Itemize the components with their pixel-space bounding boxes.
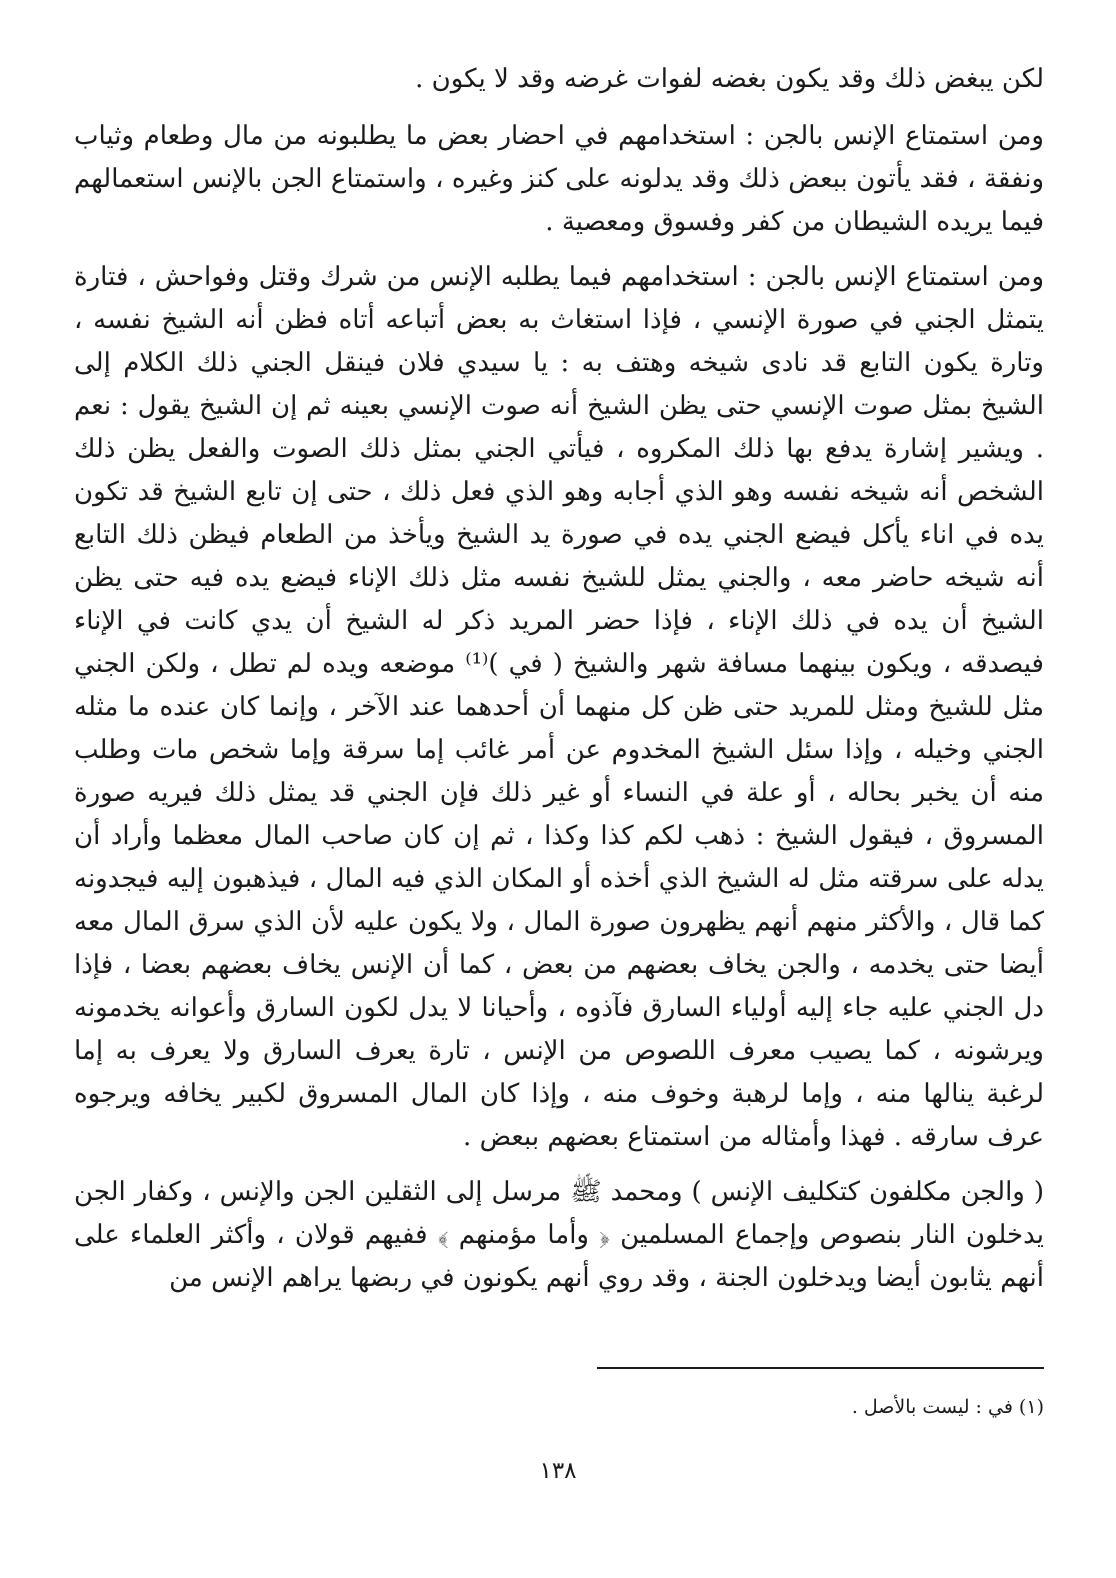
footnote: (١) في : ليست بالأصل .: [851, 1396, 1044, 1418]
paragraph-opening-line: لكن يبغض ذلك وقد يكون بغضه لفوات غرضه وقد لا يكون .: [415, 64, 1044, 94]
paragraph-human-use-of-jinn: ومن استمتاع الإنس بالجن : استخدامهم في احضار بعض ما يطلبونه من مال وطعام وثياب ونفقة ، فقد يأتون ببعض ذلك وقد يدلونه على كنز وغيره ، واستمتاع الجن بالإنس استعمالهم فيما يريده الشيطان من كفر وفسوق ومعصية .: [74, 121, 1044, 237]
paragraph-jinn-obligation: ( والجن مكلفون كتكليف الإنس ) ومحمد ﷺ مرسل إلى الثقلين الجن والإنس ، وكفار الجن يدخلون النار بنصوص وإجماع المسلمين ﴿ وأما مؤمنهم ﴾ ففيهم قولان ، وأكثر العلماء على أنهم يثابون أيضا ويدخلون الجنة ، وقد روي أنهم يكونون في ربضها يراهم الإنس من: [74, 1177, 1044, 1293]
page-number: ١٣٨: [539, 1458, 577, 1484]
paragraph-jinn-impersonation: ومن استمتاع الإنس بالجن : استخدامهم فيما يطلبه الإنس من شرك وقتل وفواحش ، فتارة يتمثل الجني في صورة الإنسي ، فإذا استغاث به بعض أتباعه أتاه فظن أنه الشيخ نفسه ، وتارة يكون التابع قد نادى شيخه وهتف به : يا سيدي فلان فينقل الجني ذلك الكلام إلى الشيخ بمثل صوت الإنسي حتى يظن الشيخ أنه صوت الإنسي بعينه ثم إن الشيخ يقول : نعم . ويشير إشارة يدفع بها ذلك المكروه ، فيأتي الجني بمثل ذلك الصوت والفعل يظن ذلك الشخص أنه شيخه نفسه وهو الذي أجابه وهو الذي فعل ذلك ، حتى إن تابع الشيخ قد تكون يده في اناء يأكل فيضع الجني يده في صورة يد الشيخ ويأخذ من الطعام فيظن ذلك التابع أنه شيخه حاضر معه ، والجني يمثل للشيخ نفسه مثل ذلك الإناء فيضع يده فيه حتى يظن الشيخ أن يده في ذلك الإناء ، فإذا حضر المريد ذكر له الشيخ أن يدي كانت في الإناء فيصدقه ، ويكون بينهما مسافة شهر والشيخ ( في )⁽¹⁾ موضعه ويده لم تطل ، ولكن الجني مثل للشيخ ومثل للمريد حتى ظن كل منهما أن أحدهما عند الآخر ، وإنما كان عنده ما مثله الجني وخيله ، وإذا سئل الشيخ المخدوم عن أمر غائب إما سرقة وإما شخص مات وطلب منه أن يخبر بحاله ، أو علة في النساء أو غير ذلك فإن الجني قد يمثل ذلك فيريه صورة المسروق ، فيقول الشيخ : ذهب لكم كذا وكذا ، ثم إن كان صاحب المال معظما وأراد أن يدله على سرقته مثل له الشيخ الذي أخذه أو المكان الذي فيه المال ، فيذهبون إليه فيجدونه كما قال ، والأكثر منهم أنهم يظهرون صورة المال ، ولا يكون عليه لأن الذي سرق المال معه أيضا حتى يخدمه ، والجن يخاف بعضهم من بعض ، كما أن الإنس يخاف بعضهم بعضا ، فإذا دل الجني عليه جاء إليه أولياء السارق فآذوه ، وأحيانا لا يدل لكون السارق وأعوانه يخدمونه ويرشونه ، كما يصيب معرف اللصوص من الإنس ، تارة يعرف السارق ولا يعرف به إما لرغبة ينالها منه ، وإما لرهبة وخوف منه ، وإذا كان المال المسروق لكبير يخافه ويرجوه عرف سارقه . فهذا وأمثاله من استمتاع بعضهم ببعض .: [74, 262, 1044, 1152]
footnote-divider: [597, 1367, 1044, 1369]
main-text: [74, 58, 1044, 1300]
